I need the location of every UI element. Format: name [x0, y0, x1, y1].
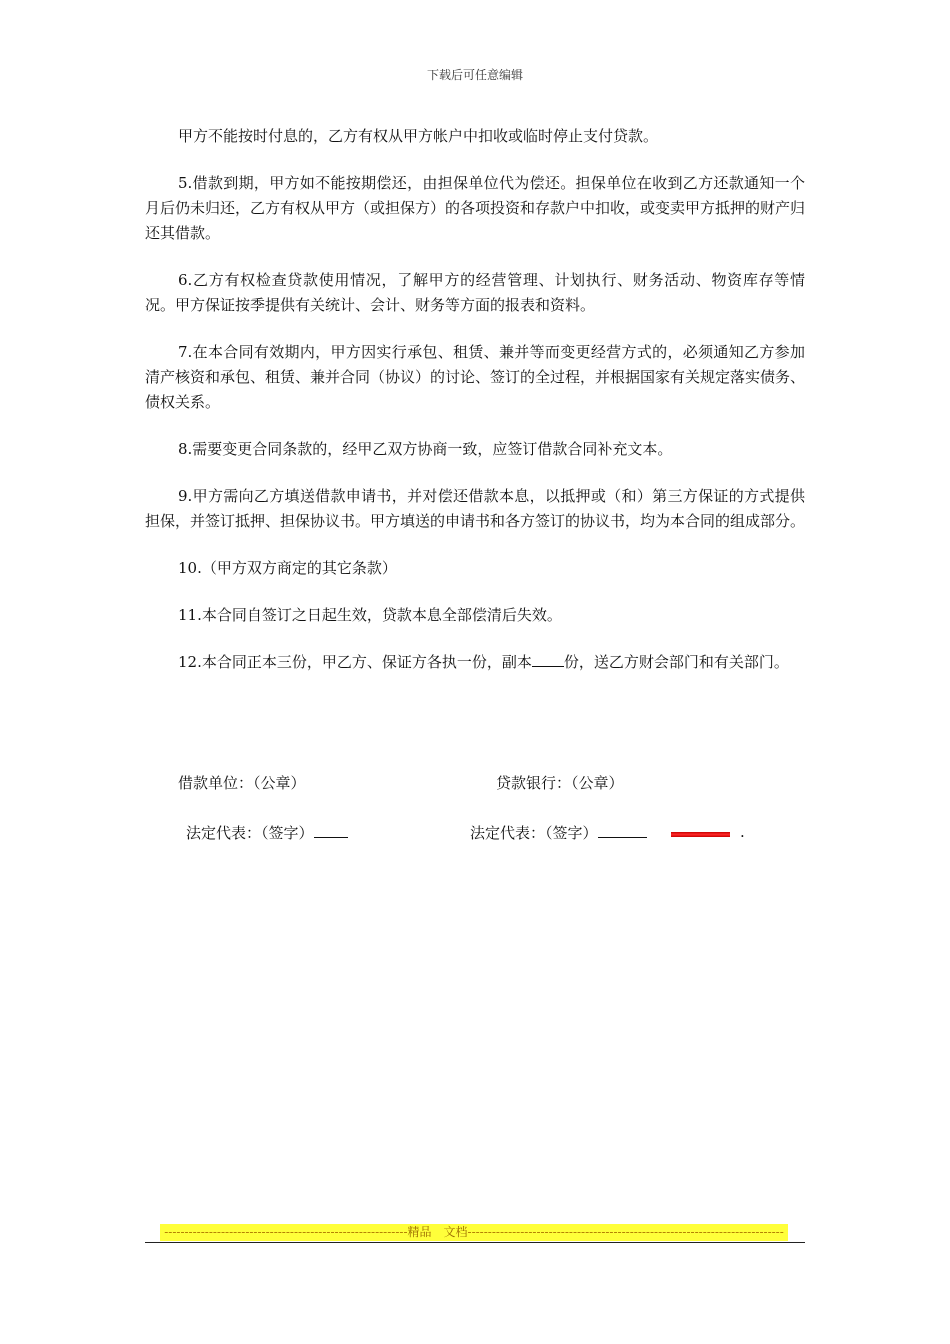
signature-underline	[314, 822, 348, 838]
borrower-rep-label: 法定代表：（签字）	[186, 824, 314, 842]
paragraph: 甲方不能按时付息的，乙方有权从甲方帐户中扣收或临时停止支付贷款。	[178, 127, 659, 145]
borrower-rep-row	[186, 822, 348, 844]
para12-after: 份，送乙方财会部门和有关部门。	[563, 653, 789, 671]
page-header: 下载后可任意编辑	[426, 68, 523, 82]
footer-text: 精品 文档	[407, 1225, 468, 1239]
paragraph: 5.借款到期，甲方如不能按期偿还，由担保单位代为偿还。担保单位在收到乙方还款通知一个月后仍未归还，乙方有权从甲方（或担保方）的各项投资和存款户中扣收，或变卖甲方抵押的财产归还其借款。	[145, 174, 806, 242]
lender-rep-label: 法定代表：（签字）	[470, 824, 598, 842]
signature-underline	[598, 822, 647, 838]
paragraph: 9.甲方需向乙方填送借款申请书，并对偿还借款本息，以抵押或（和）第三方保证的方式提供担保，并签订抵押、担保协议书。甲方填送的申请书和各方签订的协议书，均为本合同的组成部分。	[145, 487, 806, 530]
paragraph-12	[145, 650, 805, 675]
footer-rule	[145, 1242, 805, 1243]
borrower-unit-label: 借款单位：（公章）	[178, 774, 306, 792]
lender-rep-row	[470, 822, 647, 844]
paragraph: 7.在本合同有效期内，甲方因实行承包、租赁、兼并等而变更经营方式的，必须通知乙方参加清产核资和承包、租赁、兼并合同（协议）的讨论、签订的全过程，并根据国家有关规定落实债务、债权关系。	[145, 343, 806, 411]
paragraph: 10.（甲方双方商定的其它条款）	[178, 559, 397, 577]
footer-dashes-right: ------------------------------------------------------------------------------	[467, 1225, 784, 1239]
paragraph: 11.本合同自签订之日起生效，贷款本息全部偿清后失效。	[178, 606, 562, 624]
end-mark: .	[740, 823, 745, 841]
red-mark	[671, 832, 730, 837]
paragraph: 6.乙方有权检查贷款使用情况，了解甲方的经营管理、计划执行、财务活动、物资库存等情况。甲方保证按季提供有关统计、会计、财务等方面的报表和资料。	[145, 271, 805, 314]
para12-before: 12.本合同正本三份，甲乙方、保证方各执一份，副本	[178, 653, 532, 671]
footer-dashes-left: ------------------------------------------------------------	[164, 1225, 408, 1239]
footer-banner	[160, 1224, 788, 1241]
paragraph: 8.需要变更合同条款的，经甲乙双方协商一致，应签订借款合同补充文本。	[178, 440, 673, 458]
blank-underline	[532, 651, 564, 667]
document-body	[145, 124, 805, 697]
lender-bank-label: 贷款银行：（公章）	[496, 774, 624, 792]
